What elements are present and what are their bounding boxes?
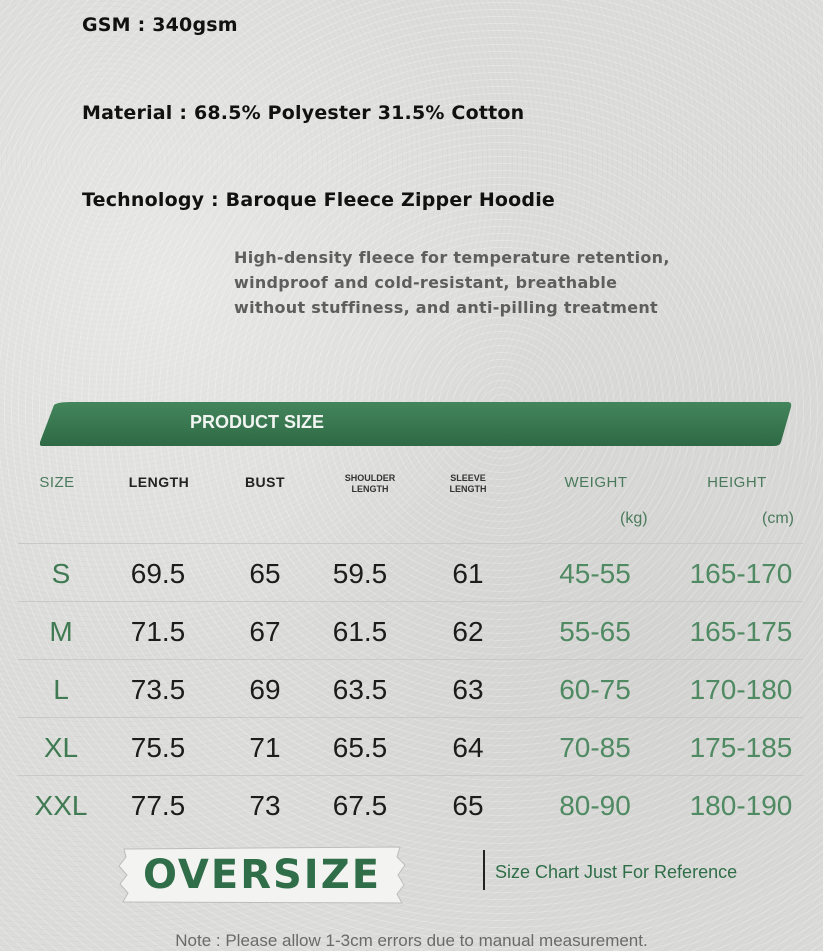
- measurement-note: Note : Please allow 1-3cm errors due to manual measurement.: [175, 931, 648, 950]
- header-shoulder-length: [330, 473, 410, 495]
- header-weight: WEIGHT: [564, 474, 628, 491]
- cell-shoulder: 59.5: [332, 558, 388, 589]
- description-line-1: High-density fleece for temperature retention,: [234, 248, 670, 267]
- reference-divider: [483, 850, 485, 890]
- cell-length: 69.5: [130, 558, 186, 589]
- table-row: [18, 659, 803, 717]
- cell-height: 175-185: [689, 732, 793, 763]
- cell-sleeve: 62: [452, 616, 484, 647]
- cell-size: L: [53, 674, 69, 705]
- cell-shoulder: 65.5: [332, 732, 388, 763]
- technology-description: [234, 245, 670, 320]
- product-size-banner: [40, 402, 792, 446]
- cell-weight: 70-85: [559, 732, 631, 763]
- cell-height: 180-190: [689, 790, 793, 821]
- gsm-spec: GSM : 340gsm: [82, 14, 238, 36]
- header-sleeve-line1: SLEEVE: [450, 473, 486, 483]
- cell-bust: 73: [249, 790, 281, 821]
- cell-height: 165-175: [689, 616, 793, 647]
- cell-bust: 65: [249, 558, 281, 589]
- table-row: [18, 601, 803, 659]
- table-row: [18, 543, 803, 601]
- cell-sleeve: 64: [452, 732, 484, 763]
- technology-spec: Technology : Baroque Fleece Zipper Hoodie: [82, 189, 556, 211]
- header-sleeve-line2: LENGTH: [449, 484, 487, 494]
- header-size: SIZE: [39, 474, 75, 491]
- cell-length: 73.5: [130, 674, 186, 705]
- cell-size: M: [49, 616, 73, 647]
- cell-height: 165-170: [689, 558, 793, 589]
- header-sleeve-length: [432, 473, 504, 495]
- header-bust: BUST: [244, 474, 286, 490]
- cell-weight: 45-55: [559, 558, 631, 589]
- cell-shoulder: 67.5: [332, 790, 388, 821]
- cell-bust: 71: [249, 732, 281, 763]
- cell-sleeve: 61: [452, 558, 484, 589]
- table-row: [18, 717, 803, 775]
- header-length: LENGTH: [128, 474, 190, 490]
- cell-shoulder: 61.5: [332, 616, 388, 647]
- oversize-label: OVERSIZE: [142, 852, 382, 898]
- cell-length: 77.5: [130, 790, 186, 821]
- cell-weight: 60-75: [559, 674, 631, 705]
- cell-height: 170-180: [689, 674, 793, 705]
- cell-size: XXL: [34, 790, 88, 821]
- cell-size: S: [51, 558, 71, 589]
- cell-length: 71.5: [130, 616, 186, 647]
- header-height: HEIGHT: [707, 474, 767, 491]
- header-shoulder-line1: SHOULDER: [344, 473, 396, 483]
- cell-bust: 69: [249, 674, 281, 705]
- cell-weight: 55-65: [559, 616, 631, 647]
- cell-weight: 80-90: [559, 790, 631, 821]
- material-spec: Material : 68.5% Polyester 31.5% Cotton: [82, 102, 525, 124]
- description-line-2: windproof and cold-resistant, breathable: [234, 273, 618, 292]
- header-shoulder-line2: LENGTH: [351, 484, 389, 494]
- cell-shoulder: 63.5: [332, 674, 388, 705]
- unit-cm: (cm): [762, 510, 794, 527]
- cell-sleeve: 65: [452, 790, 484, 821]
- description-line-3: without stuffiness, and anti-pilling treatment: [234, 298, 658, 317]
- reference-text: Size Chart Just For Reference: [495, 862, 738, 882]
- cell-size: XL: [43, 732, 79, 763]
- cell-bust: 67: [249, 616, 281, 647]
- cell-length: 75.5: [130, 732, 186, 763]
- banner-title: PRODUCT SIZE: [190, 412, 325, 432]
- size-table: [18, 543, 803, 833]
- unit-kg: (kg): [620, 510, 648, 527]
- cell-sleeve: 63: [452, 674, 484, 705]
- table-row: [18, 775, 803, 833]
